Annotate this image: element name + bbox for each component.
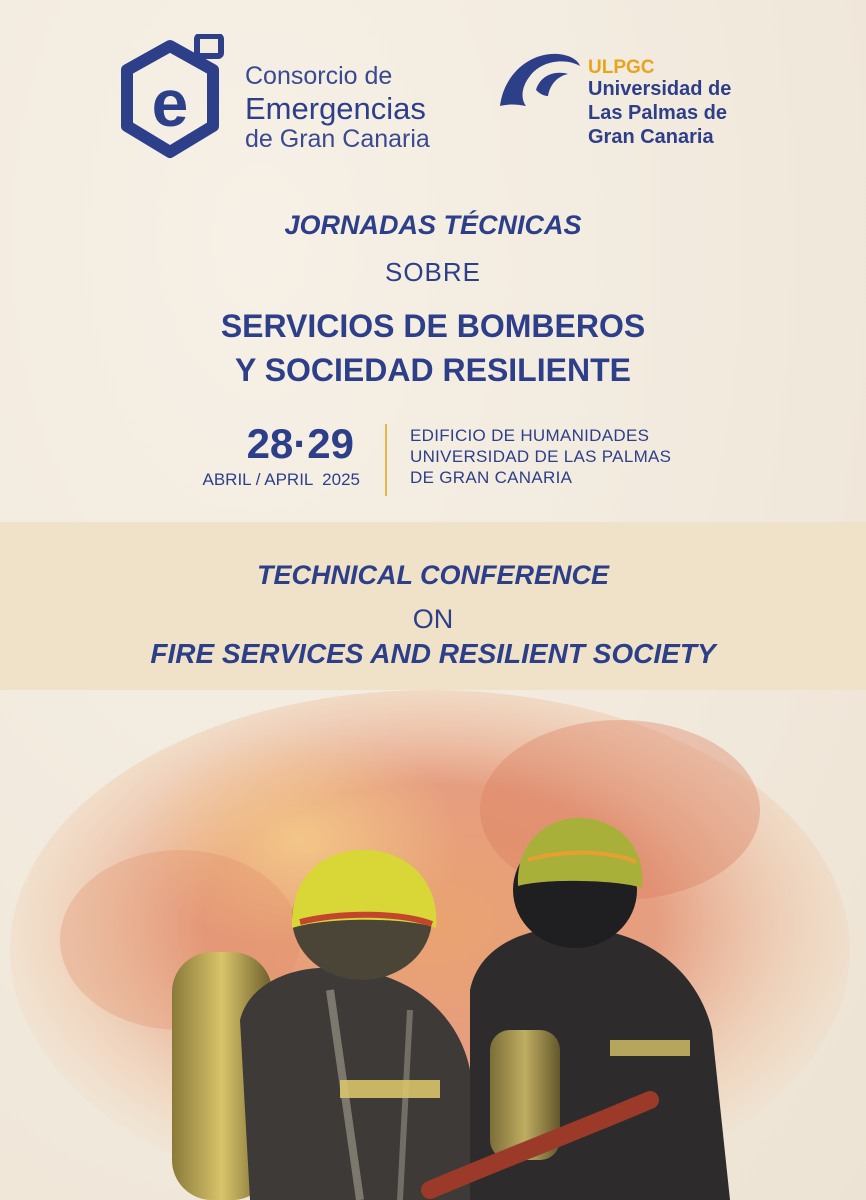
ulpgc-wave-icon xyxy=(496,46,582,116)
spanish-connector: SOBRE xyxy=(384,257,482,287)
consorcio-e-hexagon-icon xyxy=(115,34,233,166)
consorcio-name-line1: Consorcio de xyxy=(245,62,393,90)
spanish-subject xyxy=(0,304,866,392)
event-venue xyxy=(410,425,671,488)
event-month-year: ABRIL / APRIL 2025 xyxy=(202,470,360,489)
ulpgc-name-line1: Universidad de xyxy=(588,78,732,100)
svg-text:e: e xyxy=(151,66,189,140)
date-venue-divider xyxy=(385,424,387,496)
firefighters-illustration xyxy=(0,690,866,1200)
venue-line2: UNIVERSIDAD DE LAS PALMAS xyxy=(410,447,672,466)
spanish-title: JORNADAS TÉCNICAS xyxy=(284,210,582,240)
event-date xyxy=(160,422,360,490)
event-days: 28·29 xyxy=(246,420,354,467)
ulpgc-name-line3: Gran Canaria xyxy=(588,126,714,148)
venue-line3: DE GRAN CANARIA xyxy=(410,468,573,487)
venue-line1: EDIFICIO DE HUMANIDADES xyxy=(410,426,650,445)
english-subject: FIRE SERVICES AND RESILIENT SOCIETY xyxy=(150,638,716,669)
english-connector: ON xyxy=(412,604,454,634)
consorcio-name-line2: Emergencias xyxy=(245,91,426,126)
consorcio-name-line3: de Gran Canaria xyxy=(245,125,430,153)
spanish-subject-line2: Y SOCIEDAD RESILIENTE xyxy=(235,352,631,388)
consorcio-logo xyxy=(115,34,455,166)
ulpgc-abbr: ULPGC xyxy=(588,57,655,78)
spanish-subject-line1: SERVICIOS DE BOMBEROS xyxy=(220,308,646,344)
ulpgc-logo xyxy=(496,46,766,156)
english-title: TECHNICAL CONFERENCE xyxy=(256,560,609,590)
ulpgc-name-line2: Las Palmas de xyxy=(588,102,727,124)
